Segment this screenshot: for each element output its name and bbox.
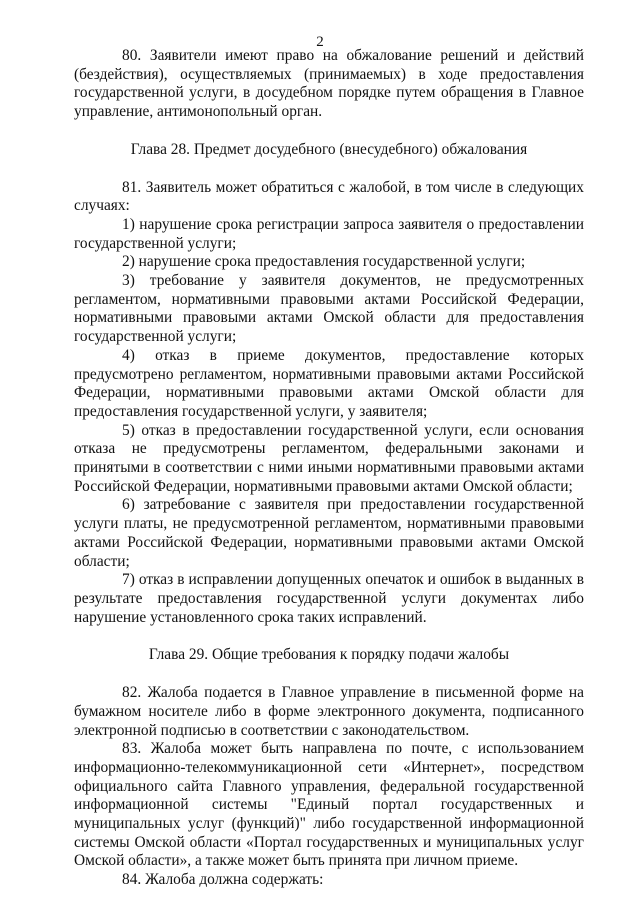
paragraph-84: 84. Жалоба должна содержать: — [122, 871, 324, 889]
list-item-6: 6) затребование с заявителя при предоставлении государственной услуги платы, не предусмотренной регламентом, нормативными правовыми актами Российской Федерации, нормативными правовыми актами Омской области; — [74, 496, 584, 570]
paragraph-82: 82. Жалоба подается в Главное управление в письменной форме на бумажном носителе либо в форме электронного документа, подписанного электронной подписью в соответствии с законодательством. — [74, 684, 584, 739]
chapter-29-heading: Глава 29. Общие требования к порядку подачи жалобы — [148, 646, 510, 664]
list-item-5: 5) отказ в предоставлении государственной услуги, если основания отказа не предусмотрены регламентом, федеральными законами и принятыми в соответствии с ними иными нормативными правовыми актами Российской Федерации, нормативными правовыми актами Омской области; — [74, 421, 584, 495]
page-number: 2 — [316, 34, 324, 50]
list-item-7: 7) отказ в исправлении допущенных опечаток и ошибок в выданных в результате предоставления государственной услуги документах либо нарушение установленного срока таких исправлений. — [74, 571, 584, 626]
list-item-3: 3) требование у заявителя документов, не предусмотренных регламентом, нормативными правовыми актами Российской Федерации, нормативными правовыми актами Омской области для предоставления государственной услуги; — [74, 272, 584, 346]
paragraph-83: 83. Жалоба может быть направлена по почте, с использованием информационно-телекоммуникационной сети «Интернет», посредством официального сайта Главного управления, федеральной государственной информационной системы "Единый портал государственных и муниципальных услуг (функций)" либо государственной информационной системы Омской области «Портал государственных и муниципальных услуг Омской области», а также может быть принята при личном приеме. — [74, 740, 584, 870]
document-body — [74, 47, 584, 890]
list-item-2: 2) нарушение срока предоставления государственной услуги; — [122, 253, 526, 271]
list-item-4: 4) отказ в приеме документов, предоставление которых предусмотрено регламентом, нормативными правовыми актами Российской Федерации, нормативными правовыми актами Омской области для предоставления государственной услуги, у заявителя; — [74, 346, 584, 420]
chapter-28-heading: Глава 28. Предмет досудебного (внесудебного) обжалования — [130, 140, 528, 158]
paragraph-80: 80. Заявители имеют право на обжалование решений и действий (бездействия), осуществляемых (принимаемых) в ходе предоставления государственной услуги, в досудебном порядке путем обращения в Главное управление, антимонопольный орган. — [74, 47, 584, 121]
paragraph-81: 81. Заявитель может обратиться с жалобой, в том числе в следующих случаях: — [74, 178, 584, 215]
list-item-1: 1) нарушение срока регистрации запроса заявителя о предоставлении государственной услуги; — [74, 215, 584, 252]
